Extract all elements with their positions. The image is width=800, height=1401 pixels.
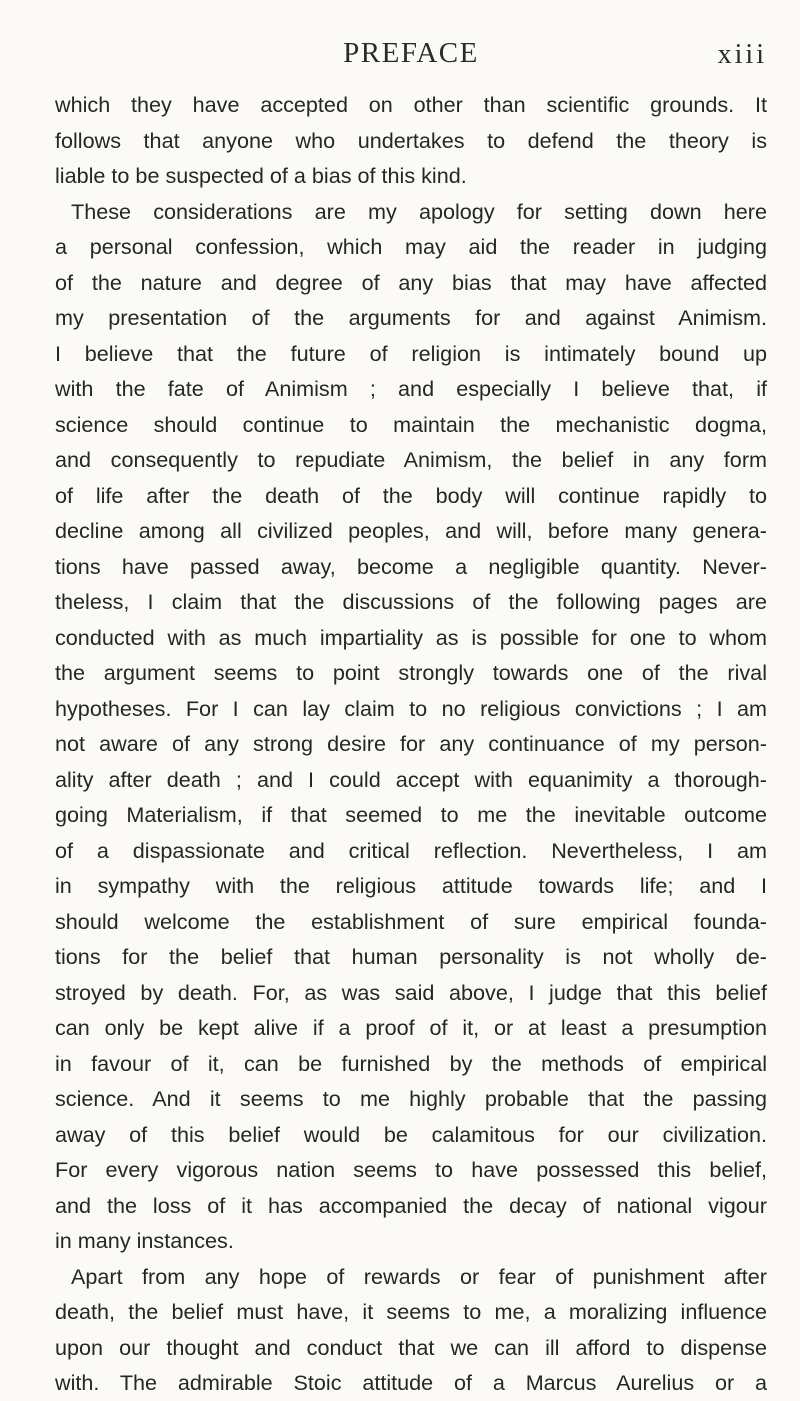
text-line: I believe that the future of religion is intimately bound up [55, 340, 767, 366]
page-title: PREFACE [343, 37, 479, 69]
text-line: with the fate of Animism ; and especially I believe that, if [55, 376, 767, 401]
text-line: and consequently to repudiate Animism, the belief in any form [55, 447, 767, 472]
text-line: hypotheses. For I can lay claim to no religious convictions ; I am [55, 695, 767, 721]
text-line: theless, I claim that the discussions of the following pages are [55, 589, 767, 614]
paragraph [55, 194, 767, 1259]
text-line: not aware of any strong desire for any continuance of my person- [55, 731, 767, 756]
text-line: decline among all civilized peoples, and will, before many genera- [55, 518, 767, 543]
paragraph [55, 87, 767, 194]
text-line: tions have passed away, become a negligible quantity. Never- [55, 553, 767, 579]
text-line: the argument seems to point strongly towards one of the rival [55, 660, 767, 685]
text-line: of a dispassionate and critical reflection. Nevertheless, I am [55, 837, 767, 863]
text-line: science should continue to maintain the mechanistic dogma, [55, 411, 767, 437]
text-line: in favour of it, can be furnished by the methods of empirical [55, 1050, 767, 1076]
text-line: which they have accepted on other than scientific grounds. It [55, 92, 767, 117]
paragraph [55, 1259, 767, 1401]
text-line: in sympathy with the religious attitude towards life; and I [55, 873, 767, 898]
text-line: away of this belief would be calamitous for our civilization. [55, 1121, 767, 1147]
text-line: Apart from any hope of rewards or fear of punishment after [71, 1263, 767, 1289]
text-line: my presentation of the arguments for and against Animism. [55, 305, 767, 330]
text-line: tions for the belief that human personality is not wholly de- [55, 944, 767, 969]
page-number: xiii [717, 39, 767, 70]
text-line: with. The admirable Stoic attitude of a Marcus Aurelius or a [55, 1370, 767, 1395]
text-line: of life after the death of the body will continue rapidly to [55, 482, 767, 508]
text-line: liable to be suspected of a bias of this kind. [55, 163, 467, 188]
text-line: These considerations are my apology for setting down here [71, 198, 767, 224]
text-line: in many instances. [55, 1228, 234, 1253]
running-head [55, 0, 767, 82]
text-line: follows that anyone who undertakes to defend the theory is [55, 127, 767, 153]
text-line: should welcome the establishment of sure empirical founda- [55, 908, 767, 934]
body-text [55, 87, 767, 1401]
text-line: and the loss of it has accompanied the decay of national vigour [55, 1192, 767, 1218]
text-line: conducted with as much impartiality as is possible for one to whom [55, 624, 767, 650]
text-line: science. And it seems to me highly probable that the passing [55, 1086, 767, 1111]
text-line: upon our thought and conduct that we can ill afford to dispense [55, 1334, 767, 1360]
text-line: ality after death ; and I could accept with equanimity a thorough- [55, 766, 767, 792]
text-line: can only be kept alive if a proof of it, or at least a presumption [55, 1015, 767, 1040]
text-line: For every vigorous nation seems to have possessed this belief, [55, 1157, 767, 1182]
text-line: of the nature and degree of any bias that may have affected [55, 269, 767, 295]
book-page [55, 0, 767, 1401]
text-line: a personal confession, which may aid the reader in judging [55, 234, 767, 259]
text-line: stroyed by death. For, as was said above, I judge that this belief [55, 979, 767, 1005]
text-line: death, the belief must have, it seems to me, a moralizing influence [55, 1299, 767, 1324]
text-line: going Materialism, if that seemed to me the inevitable outcome [55, 802, 767, 827]
